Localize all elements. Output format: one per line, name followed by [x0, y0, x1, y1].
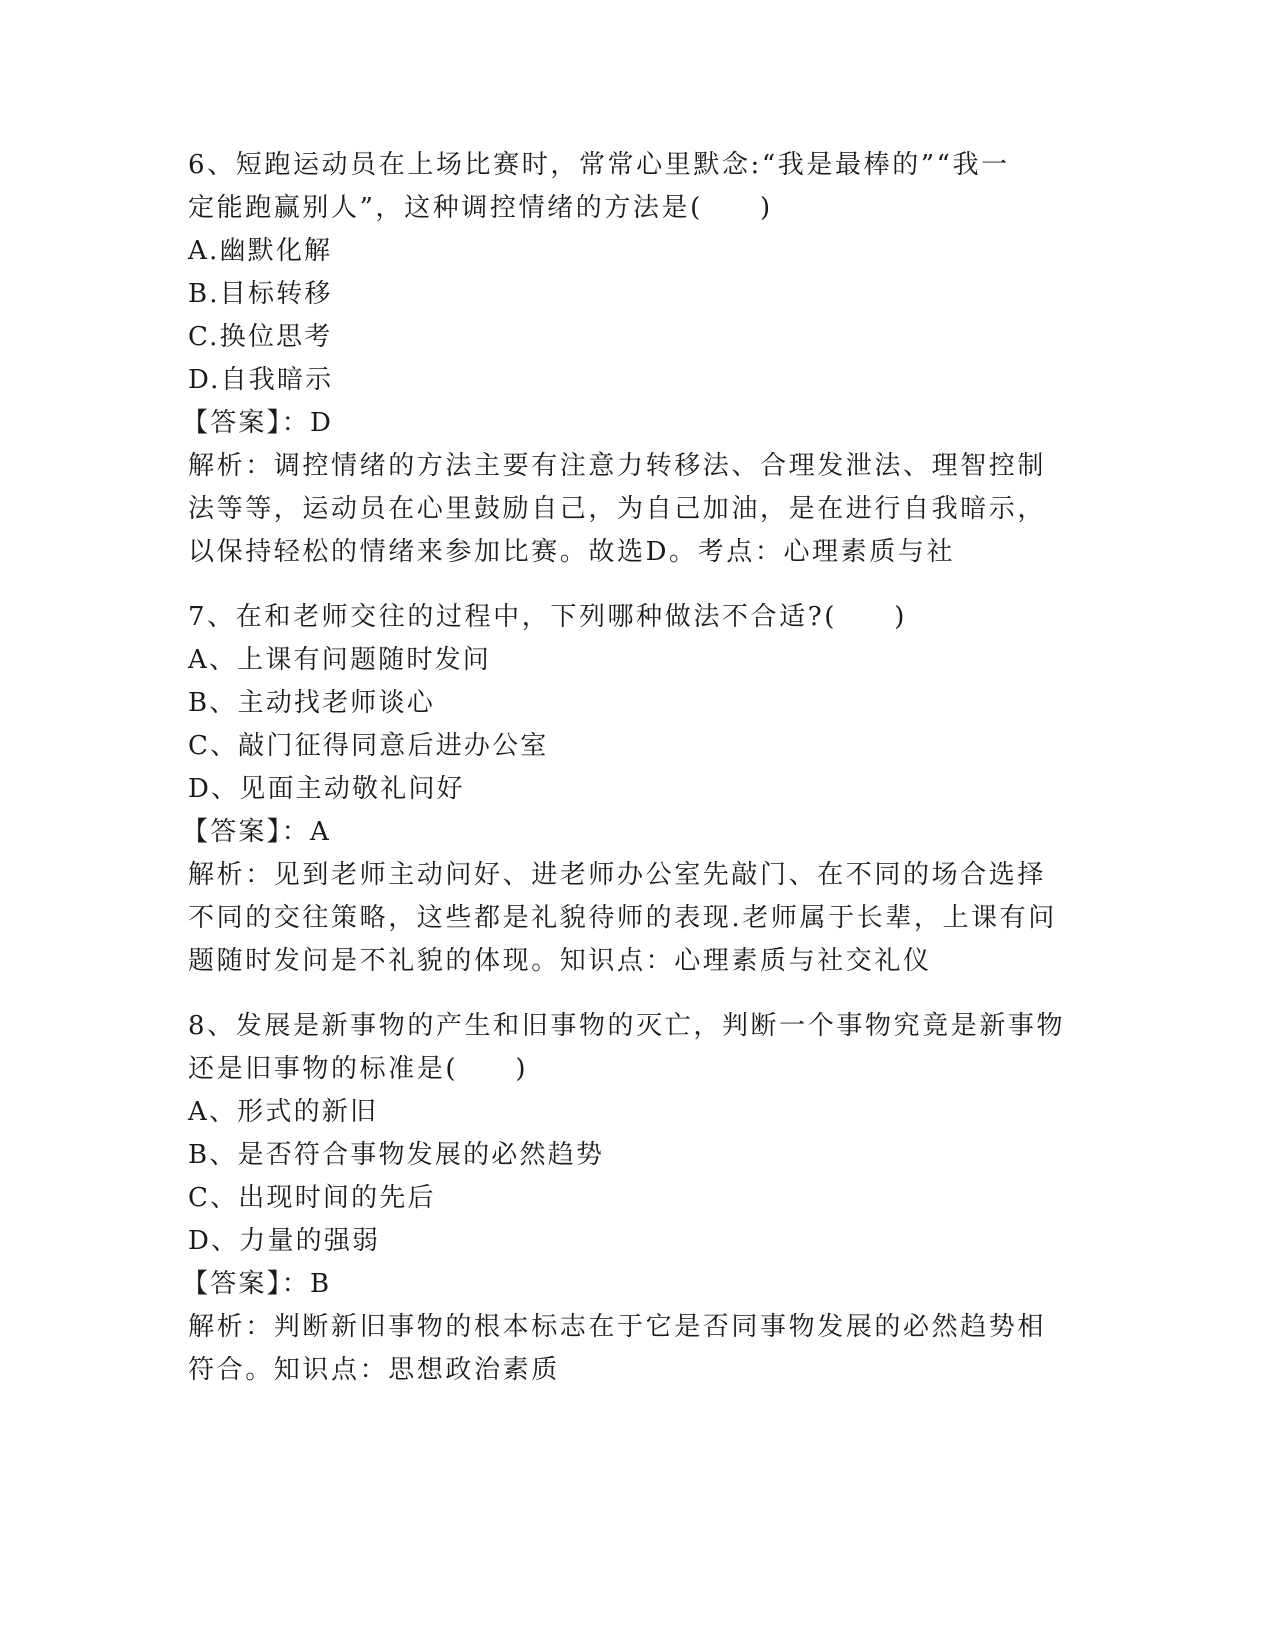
- analysis: 解析：判断新旧事物的根本标志在于它是否同事物发展的必然趋势相: [188, 1312, 1047, 1342]
- analysis: 解析：调控情绪的方法主要有注意力转移法、合理发泄法、理智控制: [188, 451, 1047, 481]
- option-c: C.换位思考: [188, 322, 333, 352]
- option-b: B、主动找老师谈心: [188, 688, 435, 718]
- analysis: 法等等，运动员在心里鼓励自己，为自己加油，是在进行自我暗示，: [188, 494, 1047, 524]
- analysis: 解析：见到老师主动问好、进老师办公室先敲门、在不同的场合选择: [188, 860, 1047, 890]
- option-a: A.幽默化解: [188, 236, 333, 266]
- option-a: A、形式的新旧: [188, 1097, 379, 1127]
- answer: 【答案】：A: [182, 817, 331, 847]
- analysis: 以保持轻松的情绪来参加比赛。故选D。考点：心理素质与社: [188, 537, 956, 567]
- question-6: [182, 144, 1088, 574]
- option-b: B.目标转移: [188, 279, 333, 309]
- question-stem: 还是旧事物的标准是( ): [188, 1054, 529, 1084]
- question-stem: 定能跑赢别人”，这种调控情绪的方法是( ): [188, 193, 773, 223]
- option-d: D、力量的强弱: [188, 1226, 381, 1256]
- option-d: D、见面主动敬礼问好: [188, 774, 465, 804]
- analysis: 题随时发问是不礼貌的体现。知识点：心理素质与社交礼仪: [188, 946, 932, 976]
- option-c: C、出现时间的先后: [188, 1183, 436, 1213]
- option-b: B、是否符合事物发展的必然趋势: [188, 1140, 605, 1170]
- option-c: C、敲门征得同意后进办公室: [188, 731, 549, 761]
- question-stem: 8、发展是新事物的产生和旧事物的灭亡，判断一个事物究竟是新事物: [188, 1011, 1066, 1041]
- answer: 【答案】：B: [182, 1269, 332, 1299]
- question-stem: 6、短跑运动员在上场比赛时，常常心里默念:“我是最棒的”“我一: [188, 150, 1010, 180]
- analysis: 符合。知识点：思想政治素质: [188, 1355, 560, 1385]
- question-8: [182, 1005, 1088, 1392]
- answer: 【答案】：D: [182, 408, 334, 438]
- analysis: 不同的交往策略，这些都是礼貌待师的表现.老师属于长辈，上课有问: [188, 903, 1057, 933]
- document-page: [182, 144, 1088, 1414]
- option-a: A、上课有问题随时发问: [188, 645, 491, 675]
- question-7: [182, 596, 1088, 983]
- option-d: D.自我暗示: [188, 365, 334, 395]
- question-stem: 7、在和老师交往的过程中，下列哪种做法不合适?( ): [188, 602, 907, 632]
